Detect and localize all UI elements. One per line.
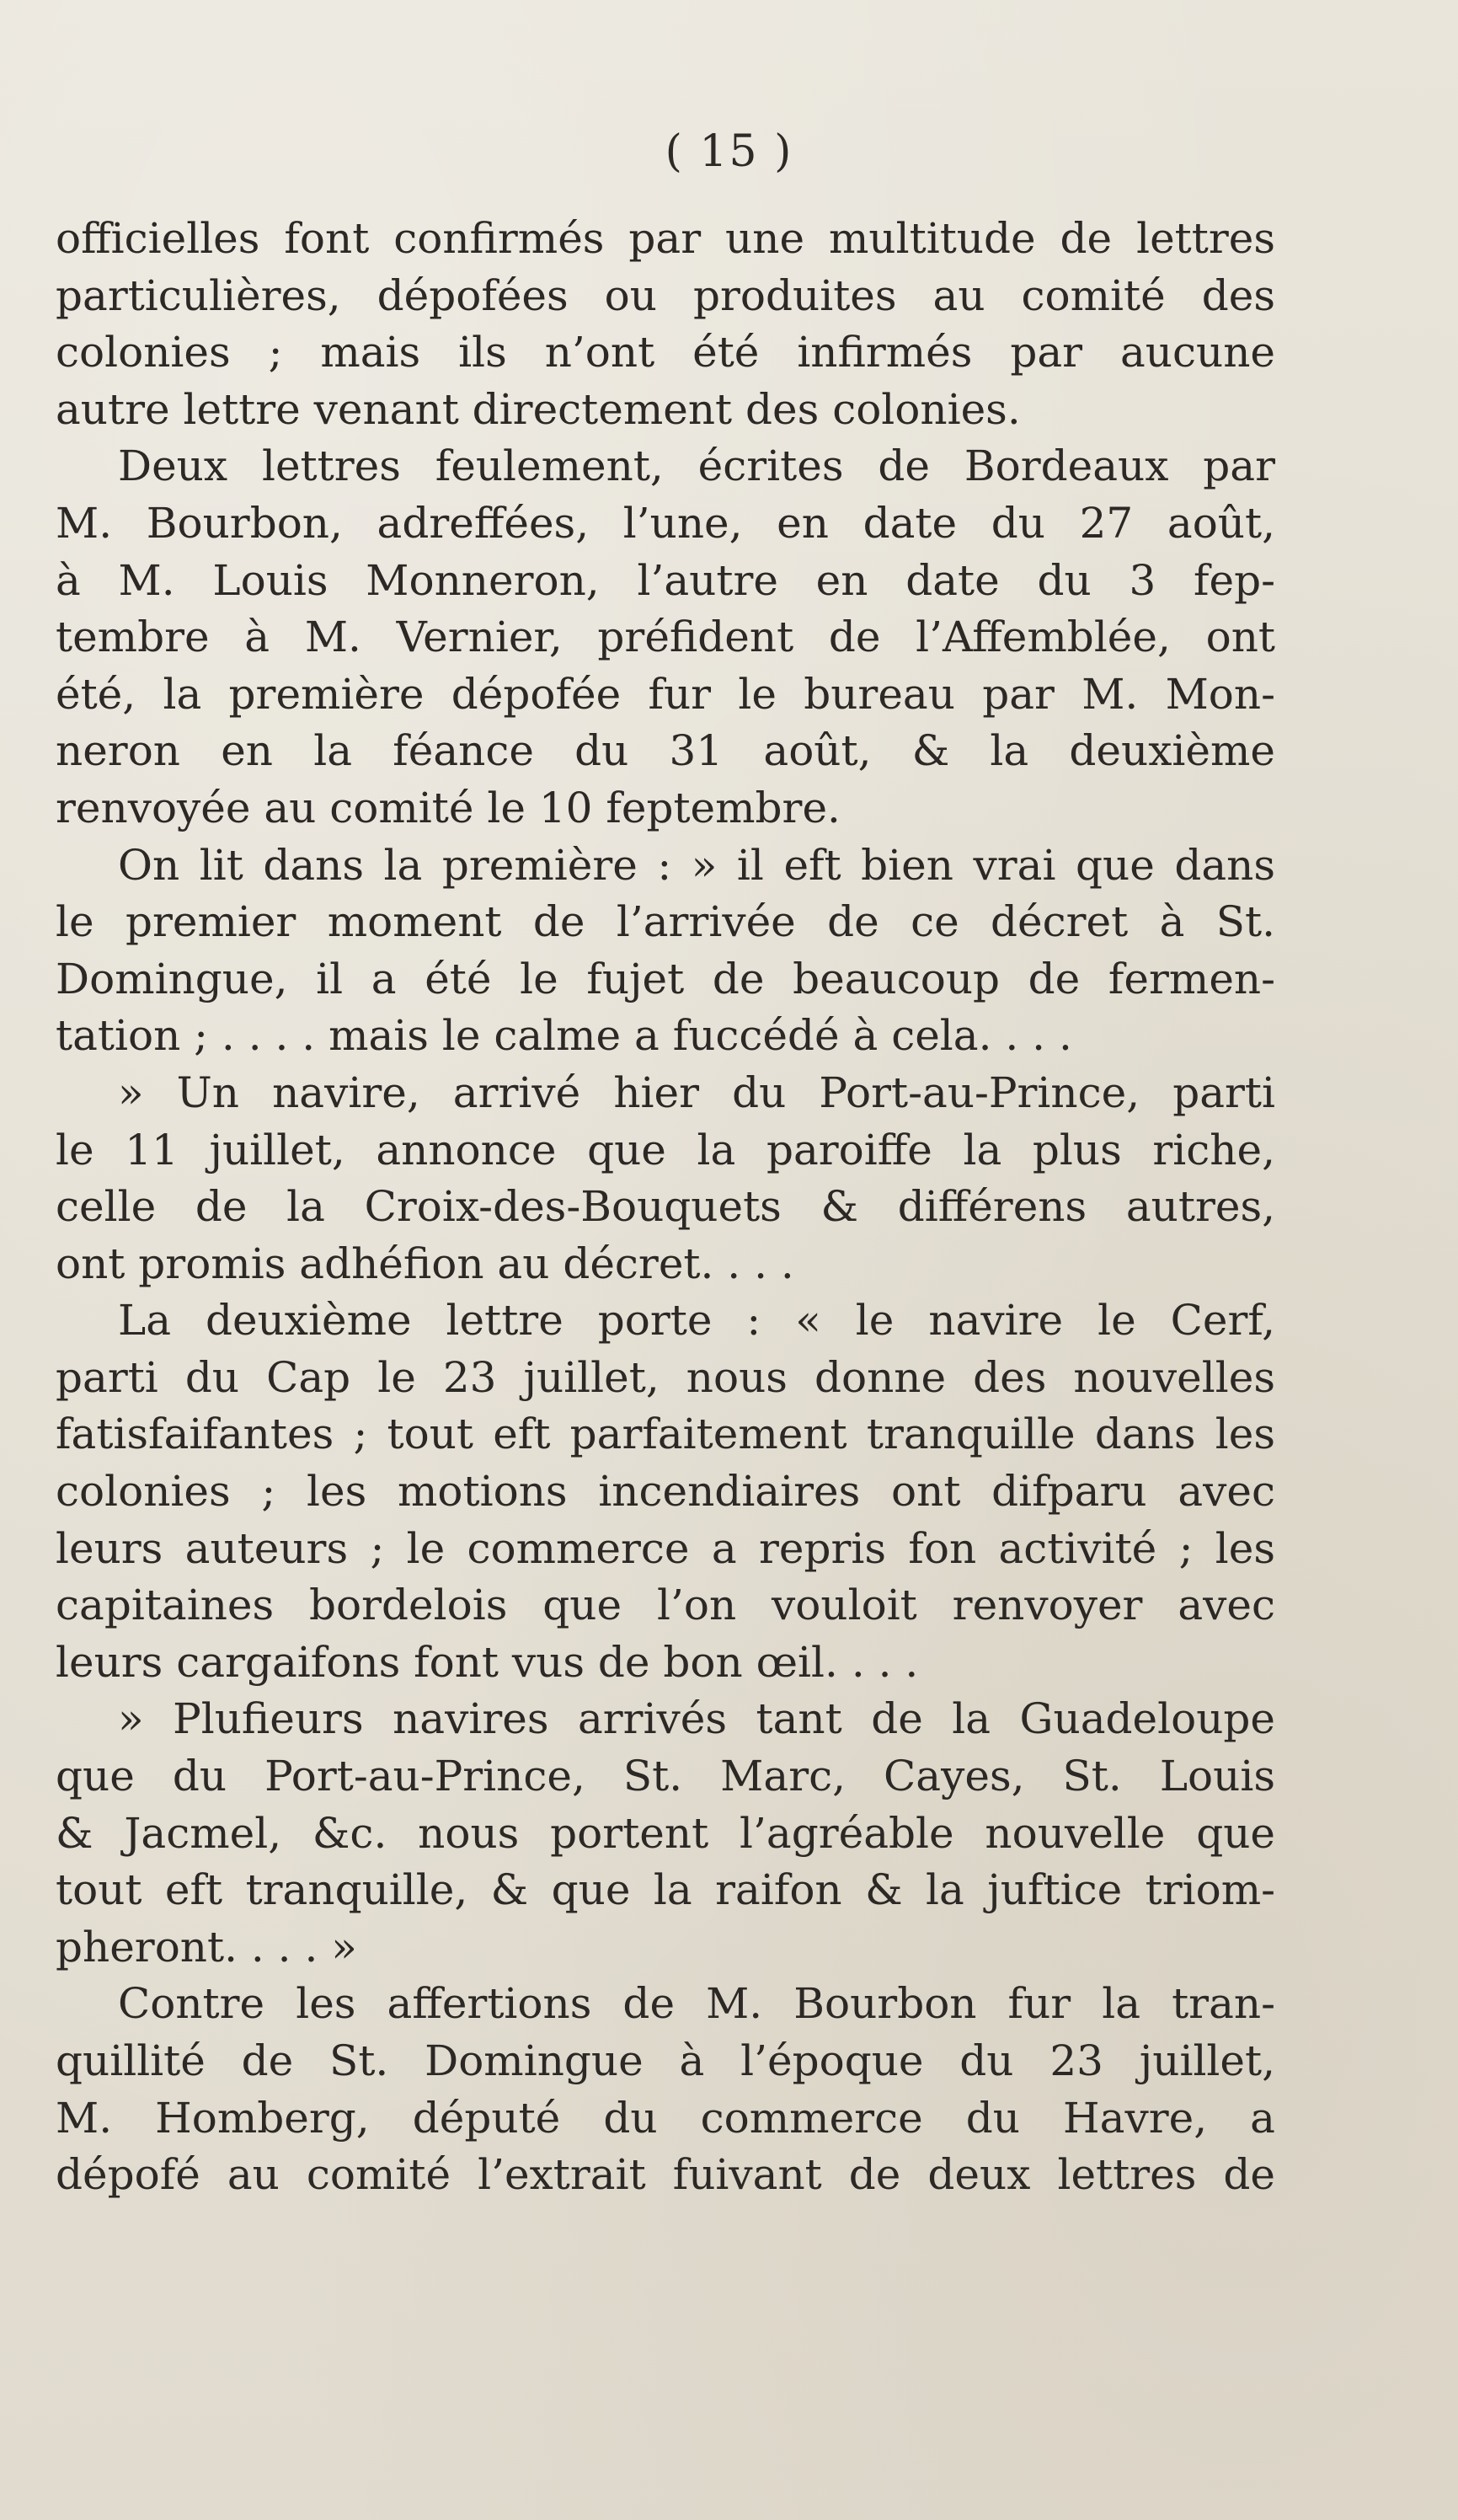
text-line: colonies ; mais ils n’ont été infirmés par aucune [56, 328, 1275, 377]
text-line: autre lettre venant directement des colonies. [56, 384, 1021, 434]
text-line: fatisfaifantes ; tout eft parfaitement tranquille dans les [56, 1410, 1275, 1459]
text-line: dépofé au comité l’extrait fuivant de deux lettres de [56, 2150, 1275, 2200]
text-line: officielles font confirmés par une multitude de lettres [56, 214, 1275, 263]
text-line: parti du Cap le 23 juillet, nous donne des nouvelles [56, 1352, 1275, 1402]
text-line: quillité de St. Domingue à l’époque du 23 juillet, [56, 2036, 1275, 2085]
text-line: tation ; . . . . mais le calme a fuccédé à cela. . . . [56, 1011, 1072, 1061]
text-line: tout eft tranquille, & que la raifon & la juftice triom- [56, 1865, 1275, 1915]
page-number: ( 15 ) [665, 126, 793, 177]
text-line: neron en la féance du 31 août, & la deuxième [56, 726, 1275, 776]
text-line: Deux lettres feulement, écrites de Bordeaux par [118, 441, 1275, 491]
text-line: que du Port-au-Prince, St. Marc, Cayes, St. Louis [56, 1752, 1275, 1801]
text-line: » Un navire, arrivé hier du Port-au-Prince, parti [118, 1067, 1275, 1117]
text-line: Contre les affertions de M. Bourbon fur la tran- [118, 1979, 1275, 2029]
text-line: colonies ; les motions incendiaires ont difparu avec [56, 1467, 1275, 1517]
text-line: M. Bourbon, adreffées, l’une, en date du 27 août, [56, 498, 1275, 548]
text-line: celle de la Croix-des-Bouquets & différens autres, [56, 1182, 1275, 1232]
text-line: M. Homberg, député du commerce du Havre, a [56, 2093, 1275, 2143]
text-line: ont promis adhéfion au décret. . . . [56, 1239, 794, 1288]
text-line: La deuxième lettre porte : « le navire le Cerf, [118, 1296, 1275, 1346]
text-line: le 11 juillet, annonce que la paroiffe la plus riche, [56, 1125, 1275, 1174]
text-line: été, la première dépofée fur le bureau par M. Mon- [56, 669, 1275, 719]
text-line: capitaines bordelois que l’on vouloit renvoyer avec [56, 1581, 1275, 1630]
page-text [56, 211, 1275, 2204]
text-line: à M. Louis Monneron, l’autre en date du 3 fep- [56, 555, 1275, 605]
text-line: & Jacmel, &c. nous portent l’agréable nouvelle que [56, 1808, 1275, 1858]
text-line: le premier moment de l’arrivée de ce décret à St. [56, 897, 1275, 947]
text-line: Domingue, il a été le fujet de beaucoup de fermen- [56, 954, 1275, 1003]
text-line: particulières, dépofées ou produites au comité des [56, 270, 1275, 320]
text-line: » Plufieurs navires arrivés tant de la Guadeloupe [118, 1694, 1275, 1744]
text-line: tembre à M. Vernier, préfident de l’Affemblée, ont [56, 613, 1275, 662]
text-line: leurs cargaifons font vus de bon œil. . . . [56, 1637, 919, 1687]
text-line: pheront. . . . » [56, 1922, 357, 1972]
text-line: renvoyée au comité le 10 feptembre. [56, 783, 841, 832]
text-line: On lit dans la première : » il eft bien vrai que dans [118, 840, 1275, 890]
text-line: leurs auteurs ; le commerce a repris fon activité ; les [56, 1523, 1275, 1573]
